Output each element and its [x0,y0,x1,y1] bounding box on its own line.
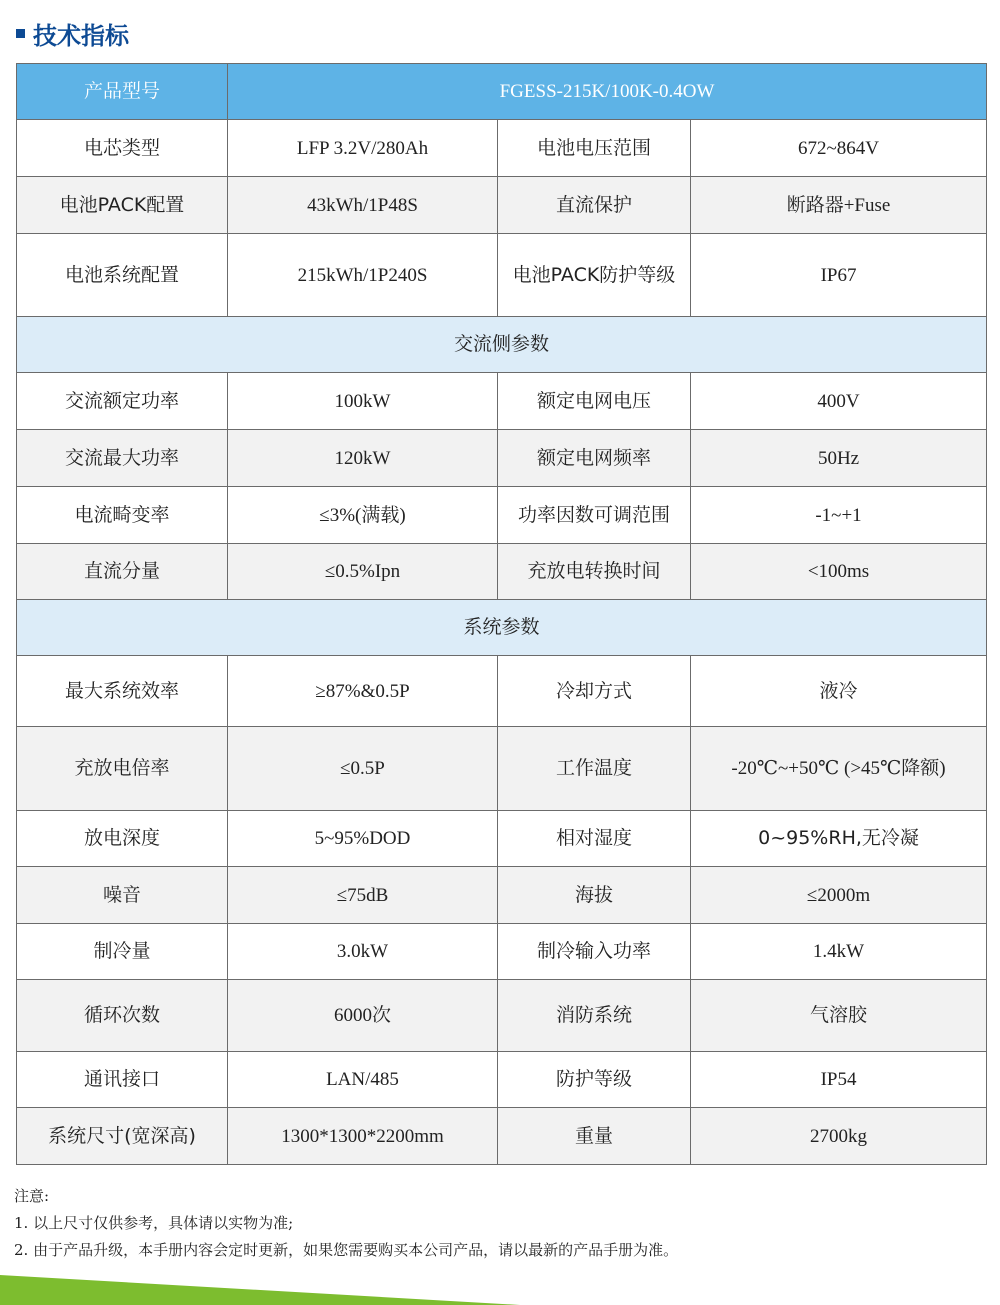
param-label: 系统尺寸(宽深高) [17,1108,228,1165]
param-value: 2700kg [691,1108,987,1165]
param-label: 电流畸变率 [17,487,228,544]
param-value: 气溶胶 [691,980,987,1052]
model-label: 产品型号 [17,64,228,120]
param-value: 1.4kW [691,924,987,980]
param-value: 120kW [228,430,498,487]
param-label: 制冷输入功率 [498,924,691,980]
param-value: 215kWh/1P240S [228,234,498,317]
param-value: 断路器+Fuse [691,177,987,234]
param-label: 直流分量 [17,544,228,600]
param-label: 充放电转换时间 [498,544,691,600]
param-label: 最大系统效率 [17,656,228,727]
param-value: 1300*1300*2200mm [228,1108,498,1165]
param-label: 充放电倍率 [17,727,228,811]
param-label: 交流最大功率 [17,430,228,487]
param-value: ≤0.5%Ipn [228,544,498,600]
table-row [17,177,987,234]
param-value: 672~864V [691,120,987,177]
param-value: 43kWh/1P48S [228,177,498,234]
param-label: 电池电压范围 [498,120,691,177]
param-label: 额定电网频率 [498,430,691,487]
param-value: LFP 3.2V/280Ah [228,120,498,177]
table-row [17,544,987,600]
table-row [17,811,987,867]
param-label: 消防系统 [498,980,691,1052]
param-value: 5~95%DOD [228,811,498,867]
section-title [16,16,129,51]
param-value: 0~95%RH,无冷凝 [691,811,987,867]
table-row [17,727,987,811]
param-value: ≤3%(满载) [228,487,498,544]
param-label: 防护等级 [498,1052,691,1108]
section-heading: 系统参数 [17,600,987,656]
param-label: 通讯接口 [17,1052,228,1108]
table-row [17,867,987,924]
param-value: 400V [691,373,987,430]
param-label: 制冷量 [17,924,228,980]
param-label: 电芯类型 [17,120,228,177]
param-label: 循环次数 [17,980,228,1052]
section-heading: 交流侧参数 [17,317,987,373]
model-value: FGESS-215K/100K-0.4OW [228,64,987,120]
param-value: 50Hz [691,430,987,487]
param-value: 液冷 [691,656,987,727]
param-label: 电池PACK配置 [17,177,228,234]
param-value: IP67 [691,234,987,317]
note-2: 2. 由于产品升级，本手册内容会定时更新，如果您需要购买本公司产品，请以最新的产品手册为准。 [14,1241,679,1259]
param-value: -1~+1 [691,487,987,544]
param-value: <100ms [691,544,987,600]
table-row [17,373,987,430]
param-label: 直流保护 [498,177,691,234]
param-label: 冷却方式 [498,656,691,727]
param-label: 放电深度 [17,811,228,867]
param-value: ≤75dB [228,867,498,924]
param-value: 3.0kW [228,924,498,980]
param-value: ≤2000m [691,867,987,924]
param-value: 100kW [228,373,498,430]
table-row [17,487,987,544]
param-label: 交流额定功率 [17,373,228,430]
spec-table [16,63,987,1165]
param-value: ≥87%&0.5P [228,656,498,727]
notes [14,1183,678,1264]
table-row [17,1108,987,1165]
square-bullet-icon [16,29,25,38]
param-label: 相对湿度 [498,811,691,867]
model-row [17,64,987,120]
table-row [17,430,987,487]
param-value: LAN/485 [228,1052,498,1108]
note-1: 1. 以上尺寸仅供参考，具体请以实物为准; [14,1214,294,1232]
table-row [17,1052,987,1108]
param-value: -20℃~+50℃ (>45℃降额) [691,727,987,811]
param-label: 噪音 [17,867,228,924]
param-label: 功率因数可调范围 [498,487,691,544]
table-row [17,234,987,317]
param-label: 海拔 [498,867,691,924]
section-header-row [17,600,987,656]
param-label: 电池系统配置 [17,234,228,317]
table-row [17,656,987,727]
table-row [17,980,987,1052]
param-label: 电池PACK防护等级 [498,234,691,317]
param-label: 额定电网电压 [498,373,691,430]
param-label: 工作温度 [498,727,691,811]
param-value: 6000次 [228,980,498,1052]
notes-heading: 注意: [14,1187,50,1205]
title-text: 技术指标 [33,22,129,50]
table-row [17,120,987,177]
param-value: ≤0.5P [228,727,498,811]
table-row [17,924,987,980]
param-label: 重量 [498,1108,691,1165]
section-header-row [17,317,987,373]
param-value: IP54 [691,1052,987,1108]
